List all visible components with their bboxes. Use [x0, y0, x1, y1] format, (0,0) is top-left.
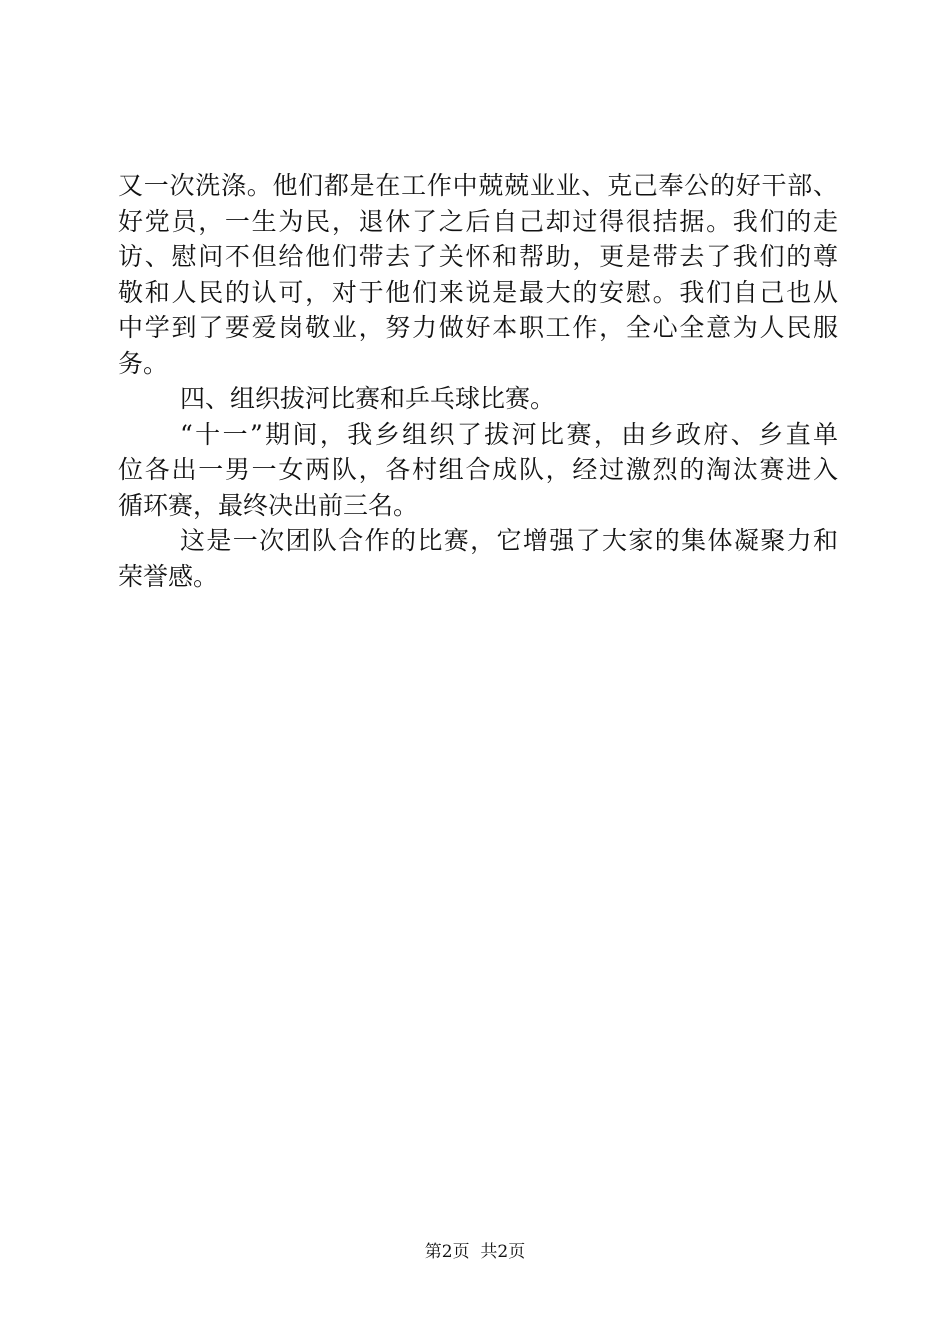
page-footer: [0, 1240, 950, 1264]
section-heading: 四、组织拔河比赛和乒乓球比赛。: [180, 384, 556, 413]
text-line: 位各出一男一女两队，各村组合成队，经过激烈的淘汰赛进入: [118, 455, 838, 484]
text-line: 访、慰问不但给他们带去了关怀和帮助，更是带去了我们的尊: [118, 242, 838, 271]
page-number: 第2页 共2页: [424, 1242, 526, 1262]
text-line: 好党员，一生为民，退休了之后自己却过得很拮据。我们的走: [118, 206, 838, 236]
text-line: 这是一次团队合作的比赛，它增强了大家的集体凝聚力和: [180, 526, 838, 555]
text-line: 荣誉感。: [118, 561, 219, 591]
text-line: 务。: [118, 348, 169, 378]
text-line: 中学到了要爱岗敬业，努力做好本职工作，全心全意为人民服: [118, 313, 838, 342]
document-body: [118, 168, 838, 594]
text-line: “十一”期间，我乡组织了拔河比赛，由乡政府、乡直单: [180, 419, 838, 449]
text-line: 又一次洗涤。他们都是在工作中兢兢业业、克己奉公的好干部、: [118, 171, 838, 200]
text-line: 循环赛，最终决出前三名。: [118, 490, 419, 520]
text-line: 敬和人民的认可，对于他们来说是最大的安慰。我们自己也从: [118, 277, 838, 307]
